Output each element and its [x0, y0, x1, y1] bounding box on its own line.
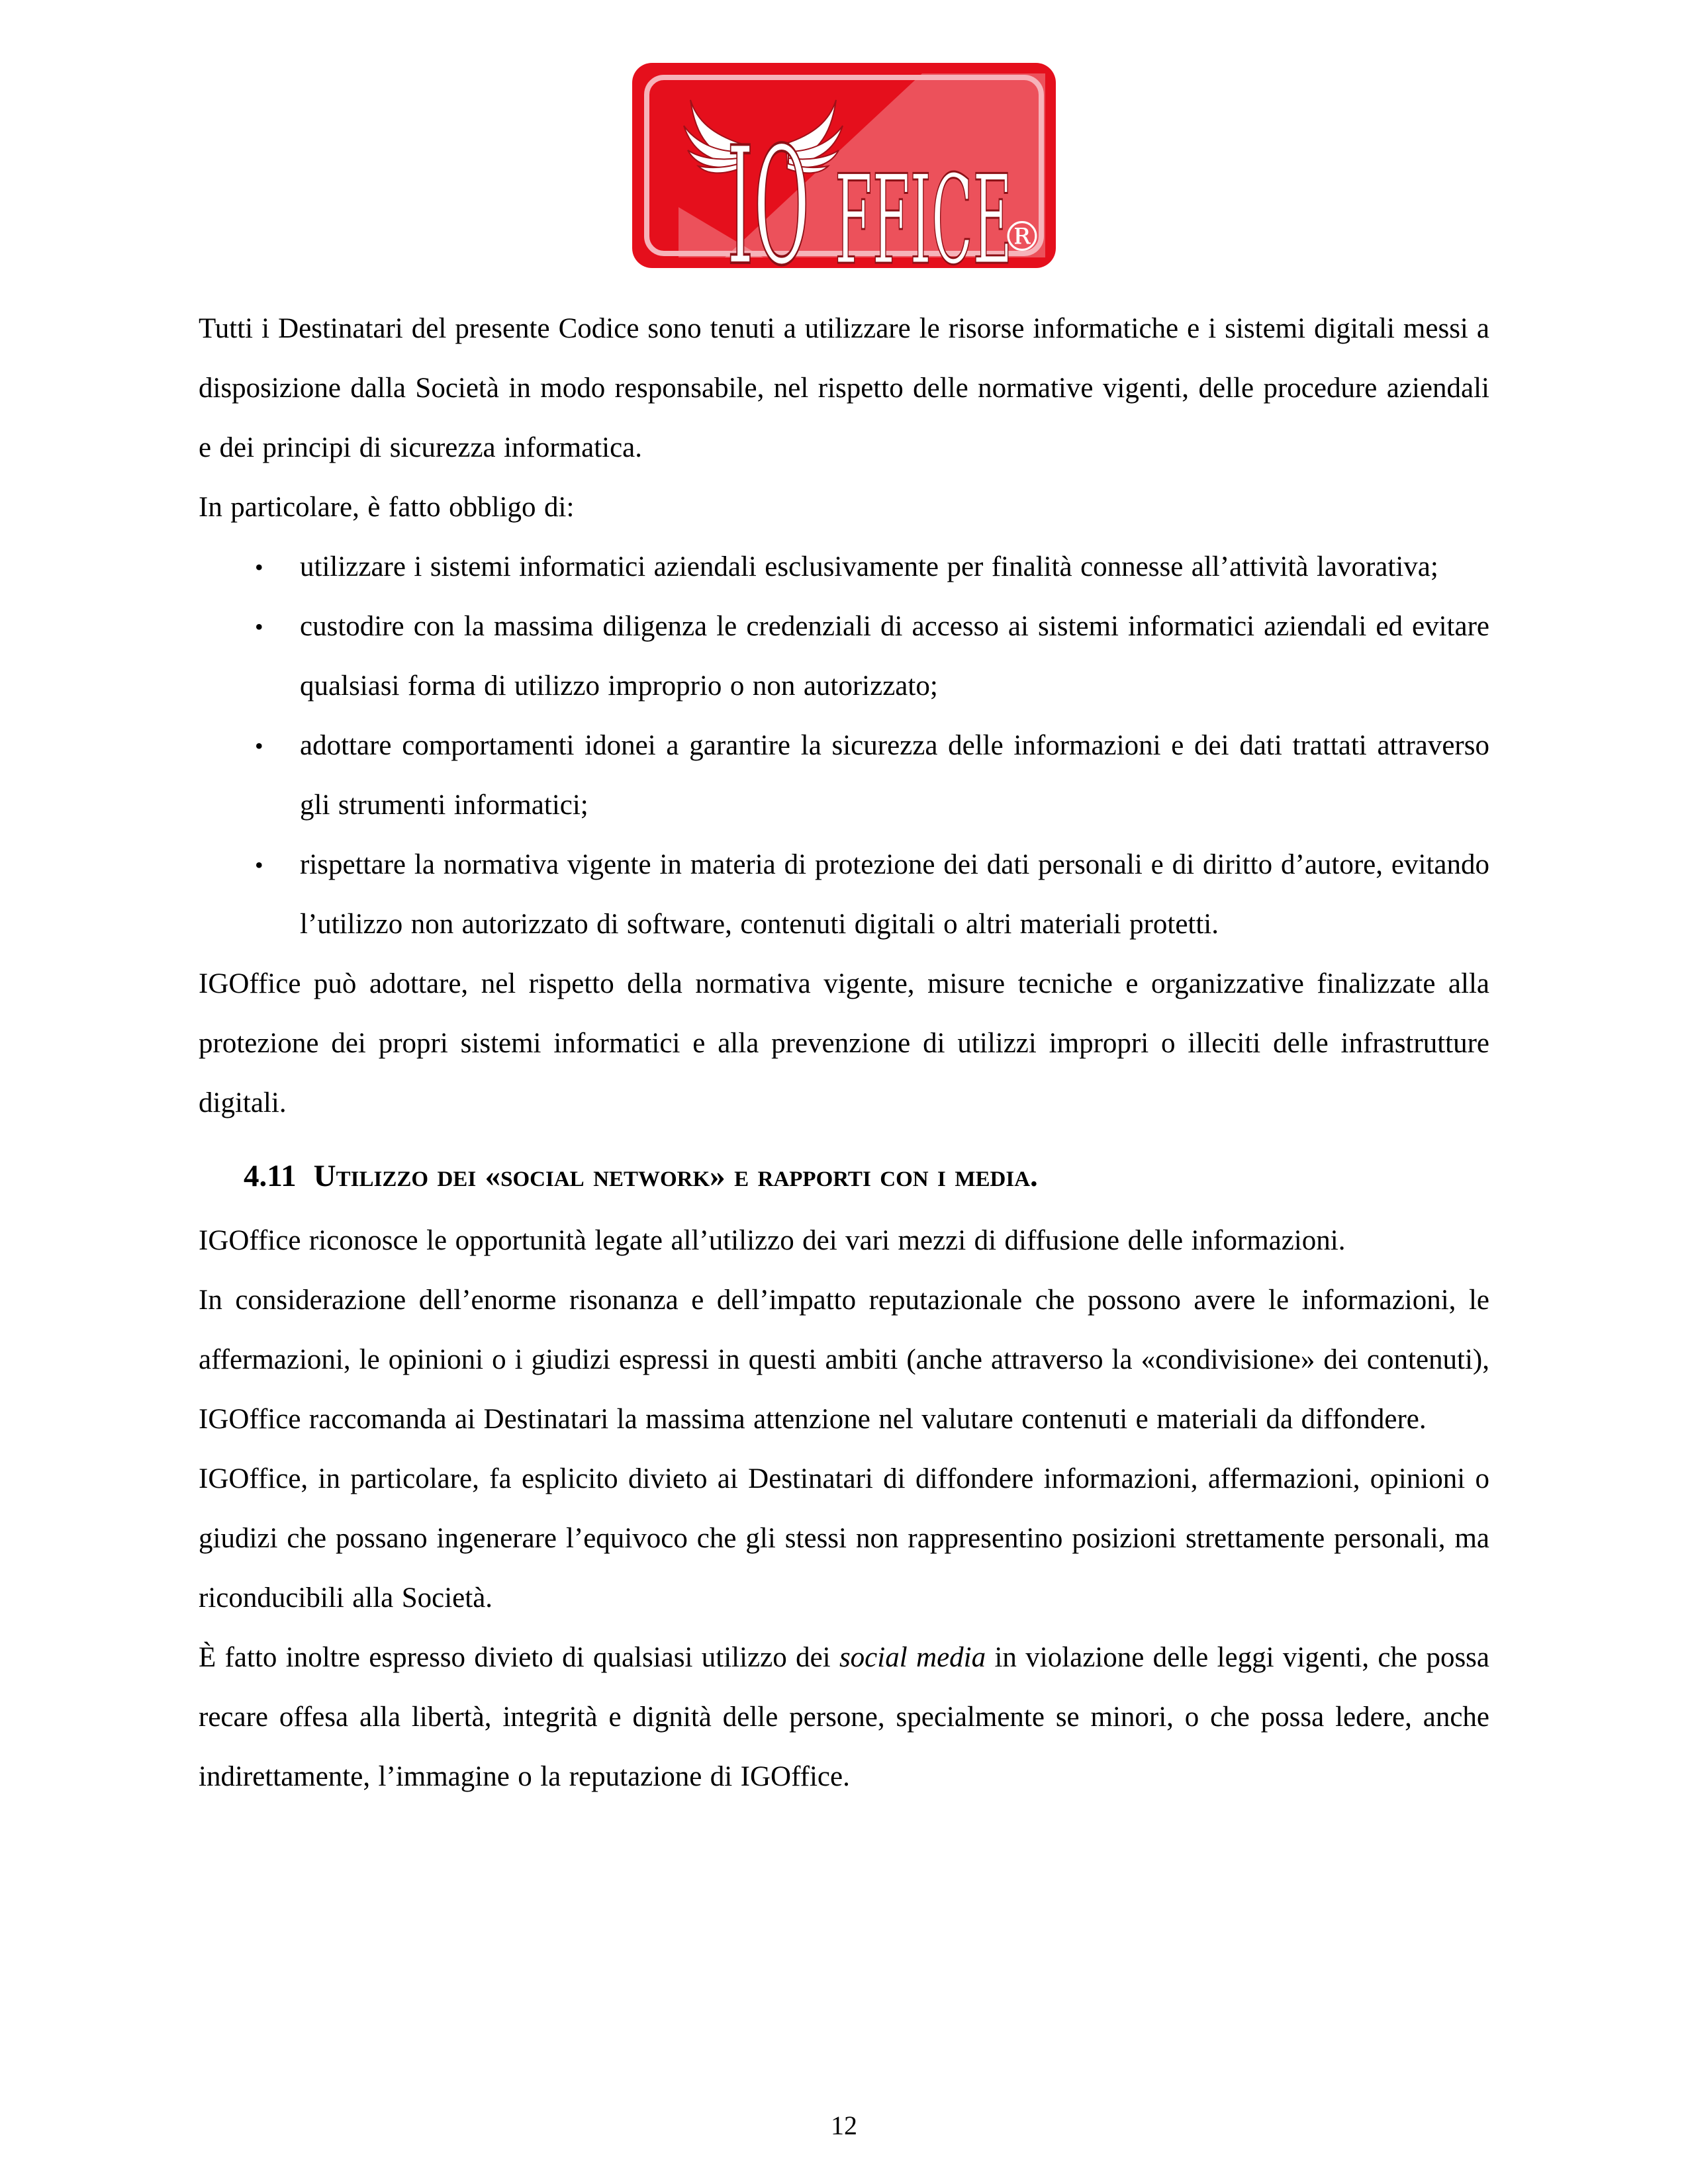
paragraph	[199, 1211, 1489, 1271]
text-run: IGOffice può adottare, nel rispetto della normativa vigente, misure tecniche e organizzative finalizzate alla protezione dei propri sistemi informatici e alla prevenzione di utilizzi impropri o illeciti delle infrastrutture digitali.	[199, 968, 1489, 1118]
text-run: IGOffice, in particolare, fa esplicito divieto ai Destinatari di diffondere informazioni, affermazioni, opinioni o giudizi che possano ingenerare l’equivoco che gli stessi non rappresentino posizioni strettamente personali, ma riconducibili alla Società.	[199, 1463, 1489, 1614]
paragraph	[199, 1449, 1489, 1628]
bullet-marker-icon: •	[255, 733, 263, 759]
text-run: in violazione delle leggi vigenti, che possa recare offesa alla libertà, integrità e dignità delle persone, specialmente se minori, o che possa ledere, anche indirettamente, l’immagine o la reputazione di IGOffice.	[199, 1642, 1490, 1792]
text-run: In considerazione dell’enorme risonanza e dell’impatto reputazionale che possono avere le informazioni, le affermazioni, le opinioni o i giudizi espressi in questi ambiti (anche attraverso la «condivisione» dei contenuti), IGOffice raccomanda ai Destinatari la massima attenzione nel valutare contenuti e materiali da diffondere.	[199, 1285, 1489, 1435]
paragraph	[199, 954, 1489, 1133]
logo-wordmark-small	[835, 149, 1012, 268]
list-item	[199, 597, 1489, 716]
text-run: È fatto inoltre espresso divieto di qualsiasi utilizzo dei	[199, 1642, 839, 1673]
igoffice-logo-graphic	[632, 63, 1056, 268]
text-run: Tutti i Destinatari del presente Codice sono tenuti a utilizzare le risorse informatiche e i sistemi digitali messi a disposizione dalla Società in modo responsabile, nel rispetto delle normative vigenti, delle procedure aziendali e dei principi di sicurezza informatica.	[199, 313, 1489, 463]
text-run: adottare comportamenti idonei a garantire la sicurezza delle informazioni e dei dati trattati attraverso gli strumenti informatici;	[300, 730, 1489, 821]
logo-wordmark-large	[727, 113, 810, 268]
logo-wordmark-small-text: FFICE	[835, 148, 1013, 268]
bullet-marker-icon: •	[255, 852, 263, 878]
igoffice-logo	[632, 63, 1056, 268]
text-run: rispettare la normativa vigente in materia di protezione dei dati personali e di diritto d’autore, evitando l’utilizzo non autorizzato di software, contenuti digitali o altri materiali protetti.	[300, 849, 1489, 940]
text-run: IGOffice riconosce le opportunità legate all’utilizzo dei vari mezzi di diffusione delle informazioni.	[199, 1225, 1346, 1256]
bullet-list	[199, 537, 1489, 954]
text-run: utilizzare i sistemi informatici aziendali esclusivamente per finalità connesse all’attività lavorativa;	[300, 551, 1438, 582]
list-item	[199, 835, 1489, 954]
section-heading	[199, 1146, 1489, 1206]
paragraph	[199, 1271, 1489, 1449]
text-run: In particolare, è fatto obbligo di:	[199, 492, 575, 523]
page-number: 12	[831, 2111, 857, 2140]
logo-wordmark-large-text: IO	[727, 113, 810, 268]
section-number: 4.11	[244, 1159, 297, 1193]
paragraph	[199, 478, 1489, 537]
text-run: custodire con la massima diligenza le credenziali di accesso ai sistemi informatici aziendali ed evitare qualsiasi forma di utilizzo improprio o non autorizzato;	[300, 611, 1489, 702]
italic-text-run: social media	[839, 1642, 986, 1673]
list-item	[199, 716, 1489, 835]
section-title: Utilizzo dei «social network» e rapporti con i media.	[313, 1159, 1038, 1193]
paragraph	[199, 1628, 1489, 1807]
paragraph	[199, 299, 1489, 478]
registered-trademark-icon: ®	[1002, 212, 1043, 261]
list-item	[199, 537, 1489, 597]
bullet-marker-icon: •	[255, 614, 263, 640]
bullet-marker-icon: •	[255, 554, 263, 580]
document-body	[199, 299, 1489, 1807]
